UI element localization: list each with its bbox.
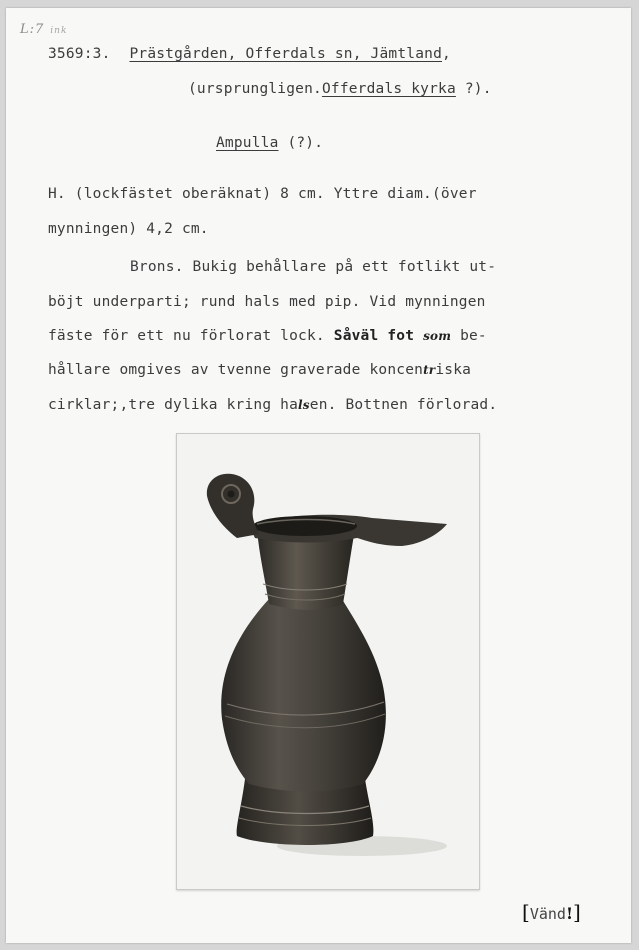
handwritten-note bbox=[20, 22, 67, 37]
desc-3a: fäste för ett nu förlorat lock. bbox=[48, 328, 334, 344]
measure-line-2: mynningen) 4,2 cm. bbox=[48, 221, 209, 237]
handwritten-note-main: L:7 bbox=[20, 22, 45, 37]
ampulla-photograph bbox=[176, 433, 480, 890]
description-line-1: Brons. Bukig behållare på ett fotlikt ut- bbox=[130, 259, 497, 275]
title-text: Ampulla bbox=[216, 135, 279, 151]
header-line bbox=[48, 46, 451, 62]
bracket-open: [ bbox=[522, 900, 530, 924]
desc-4a: hållare omgives av tvenne graverade koncen bbox=[48, 362, 424, 378]
origin-prefix: (ursprungligen. bbox=[188, 81, 322, 97]
ink-correction-ls: ls bbox=[298, 398, 310, 412]
object-title bbox=[216, 135, 323, 151]
location: Prästgården, Offerdals sn, Jämtland bbox=[129, 46, 442, 62]
description-line-5 bbox=[48, 397, 497, 413]
bracket-close: ] bbox=[572, 900, 581, 924]
catalog-number: 3569:3. bbox=[48, 46, 111, 62]
handwritten-note-small: ink bbox=[50, 26, 68, 36]
description-line-2: böjt underparti; rund hals med pip. Vid mynningen bbox=[48, 294, 486, 310]
desc-3b: Såväl fot bbox=[333, 328, 424, 344]
description-line-4 bbox=[48, 362, 471, 378]
turn-over-note bbox=[522, 900, 581, 924]
ink-correction-som: som bbox=[423, 329, 452, 343]
ink-correction-tr: tr bbox=[423, 363, 436, 377]
description-line-3 bbox=[48, 328, 487, 344]
origin-line bbox=[188, 81, 492, 97]
ampulla-image bbox=[177, 434, 479, 889]
origin-suffix: ?). bbox=[455, 81, 492, 97]
desc-5b: en. Bottnen förlorad. bbox=[309, 397, 498, 413]
desc-4b: iska bbox=[435, 362, 472, 378]
turn-over-word: Vänd bbox=[529, 905, 566, 923]
location-suffix: , bbox=[442, 46, 451, 62]
turn-over-exclaim: ! bbox=[565, 904, 573, 923]
desc-3c: be- bbox=[451, 328, 487, 344]
title-suffix: (?). bbox=[278, 135, 324, 151]
document-page bbox=[6, 8, 631, 943]
origin-place: Offerdals kyrka bbox=[321, 81, 456, 97]
measure-line-1: H. (lockfästet oberäknat) 8 cm. Yttre diam.(över bbox=[48, 186, 477, 202]
desc-5a: cirklar;,tre dylika kring ha bbox=[48, 397, 299, 413]
